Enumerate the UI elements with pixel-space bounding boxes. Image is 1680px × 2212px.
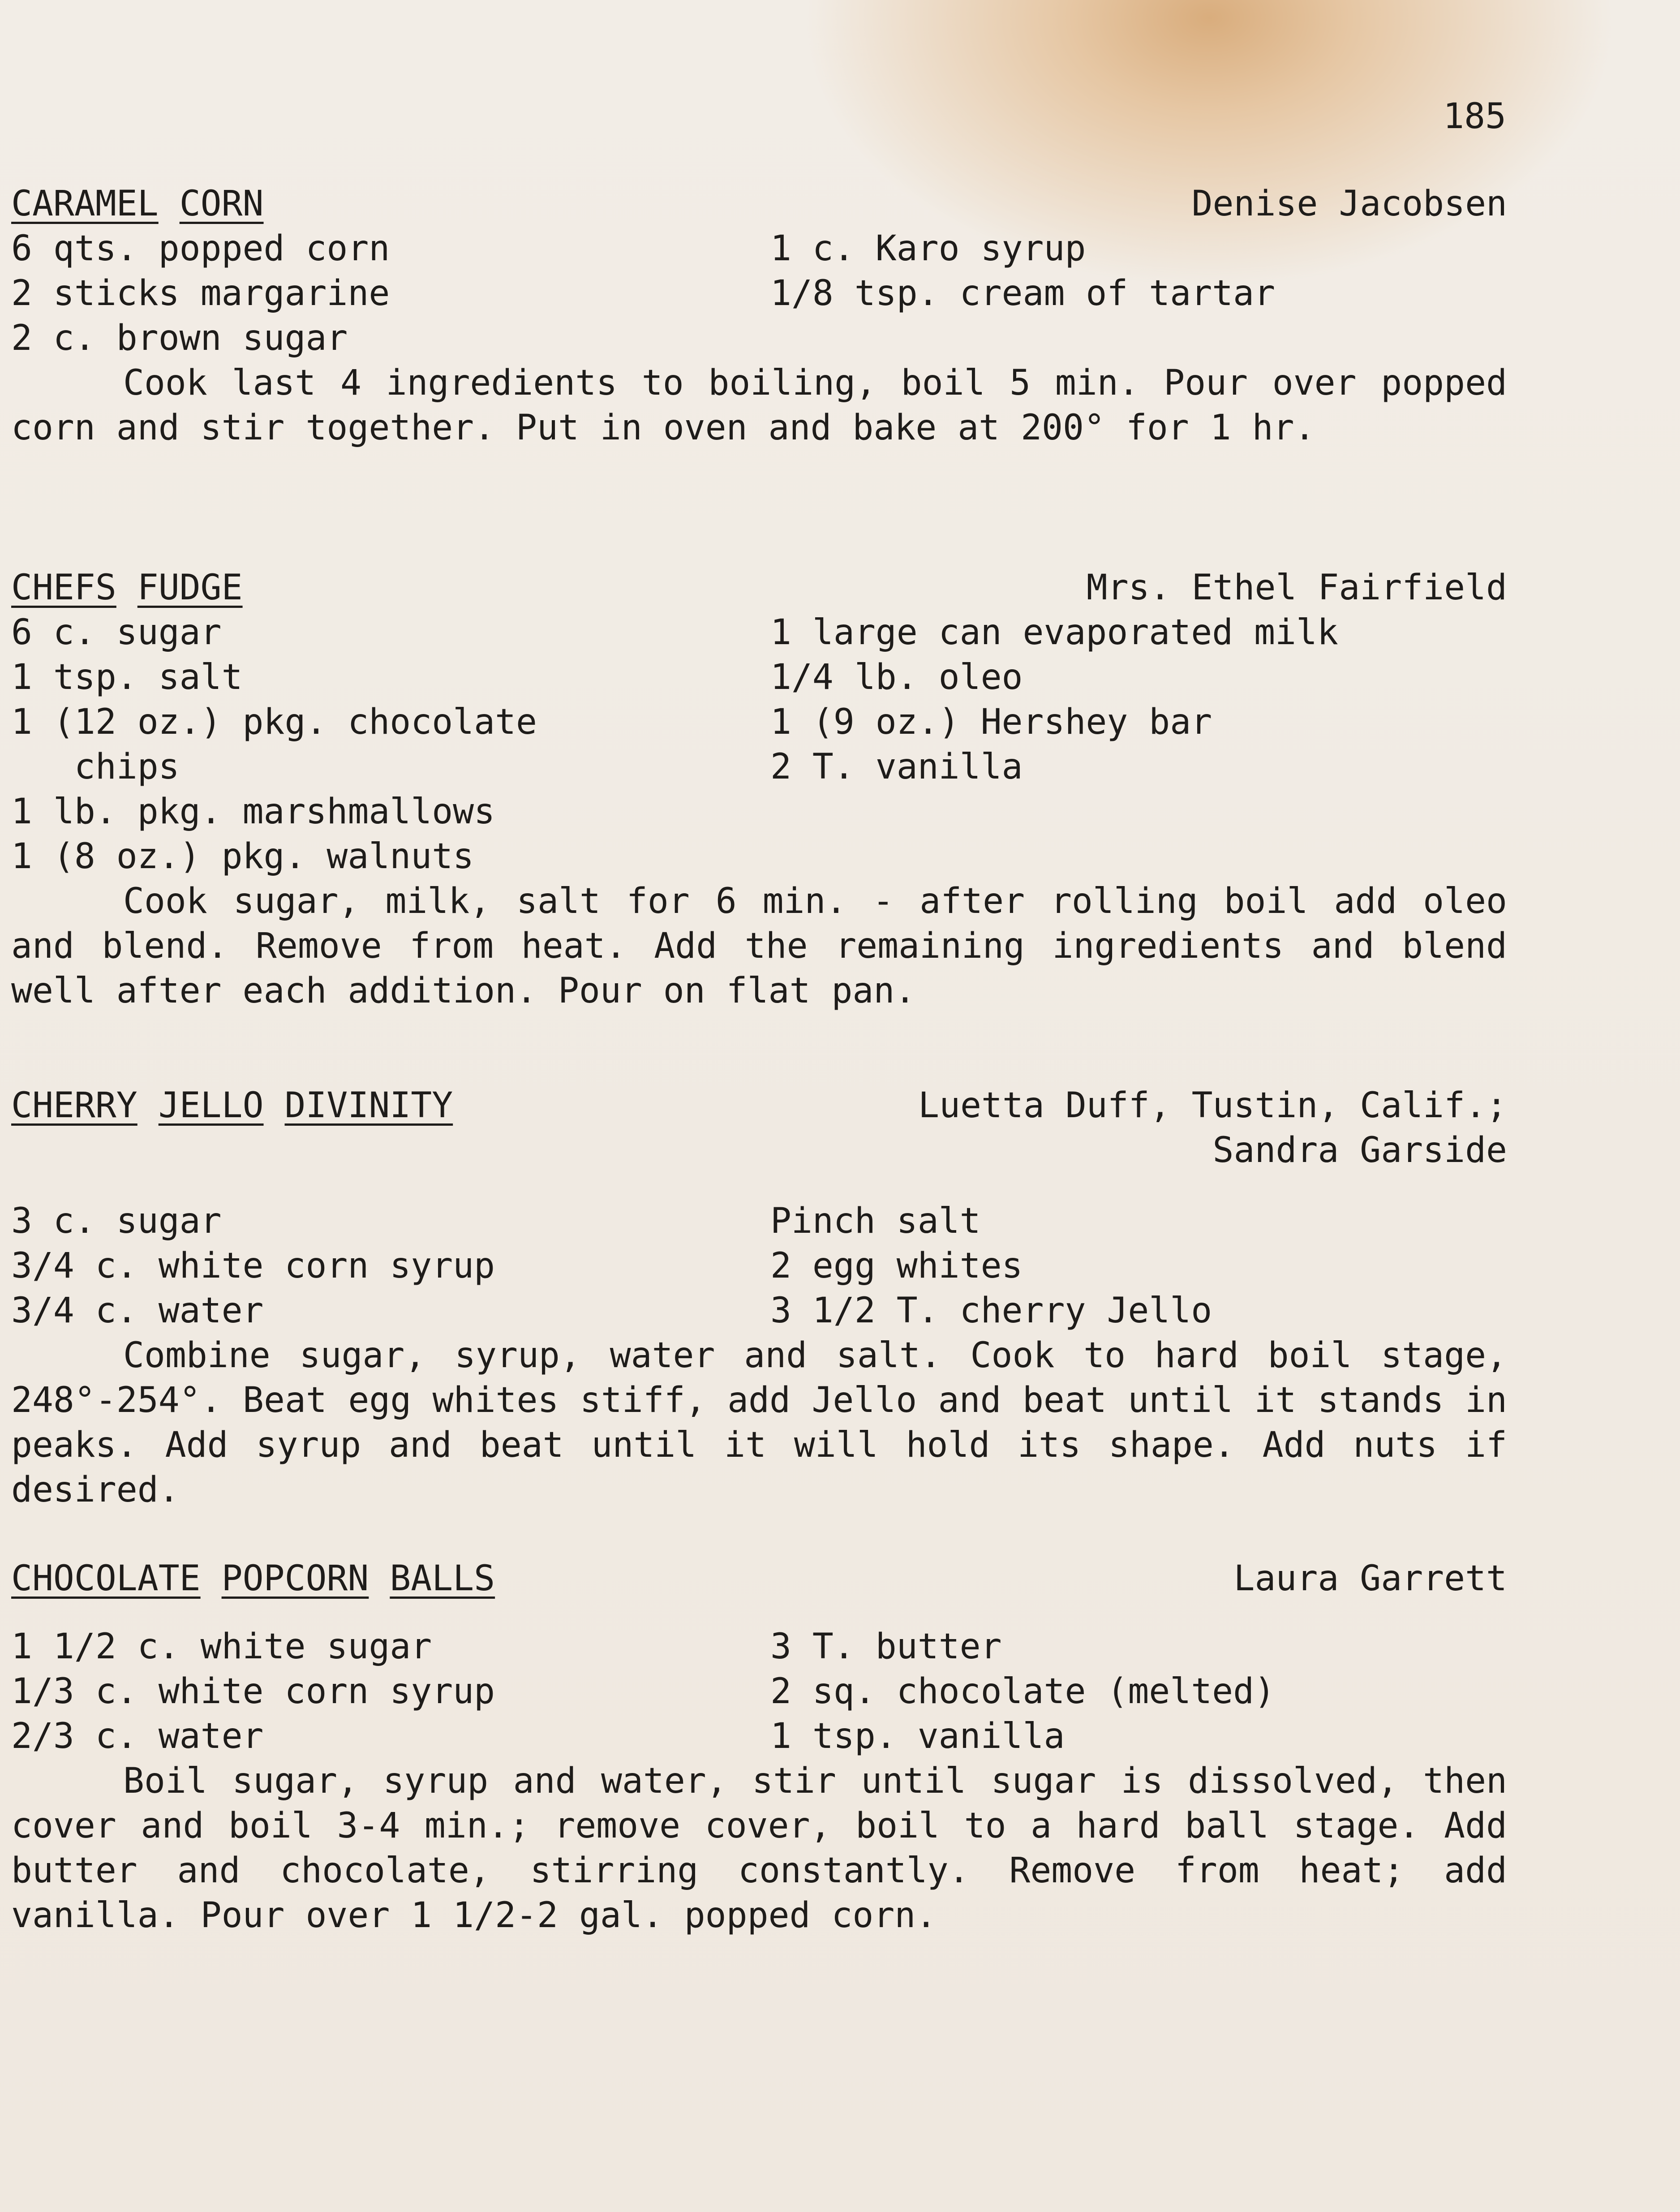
ingredient: 3 c. sugar [11, 1201, 222, 1241]
recipe-title [11, 565, 243, 610]
ingredient-row [11, 789, 1507, 834]
ingredients-list [11, 1199, 1507, 1333]
title-word: CHERRY [11, 1085, 137, 1126]
ingredient-row [11, 316, 1507, 361]
ingredient: chips [11, 747, 180, 787]
recipe-author-second: Sandra Garside [1212, 1130, 1507, 1171]
title-word: BALLS [390, 1558, 495, 1599]
recipe-directions: Boil sugar, syrup and water, stir until sugar is dissolved, then cover and boil 3-4 min.; remove cover, boil to a hard ball stage. Add butter and chocolate, stirring constantly. Remove from heat; add vanilla. Pour over 1 1/2-2 gal. popped corn. [11, 1761, 1507, 1936]
recipe-directions: Cook last 4 ingredients to boiling, boil 5 min. Pour over popped corn and stir together. Put in oven and bake at 200° for 1 hr. [11, 363, 1507, 448]
title-word: CORN [179, 184, 264, 224]
ingredient: 1 1/2 c. white sugar [11, 1627, 432, 1667]
ingredient: 1 tsp. vanilla [770, 1716, 1065, 1756]
ingredient: 3 1/2 T. cherry Jello [770, 1291, 1212, 1331]
recipe-cherry-jello-divinity [11, 1083, 1507, 1512]
recipe-directions: Combine sugar, syrup, water and salt. Cook to hard boil stage, 248°-254°. Beat egg whites stiff, add Jello and beat until it stands in peaks. Add syrup and beat until it will hold its shape. Add nuts if desired. [11, 1335, 1507, 1510]
ingredient: 6 qts. popped corn [11, 228, 390, 269]
ingredient: 1/3 c. white corn syrup [11, 1671, 495, 1712]
recipe-header [11, 181, 1507, 226]
title-word: CHEFS [11, 568, 116, 608]
ingredient-row [11, 700, 1507, 745]
title-word: FUDGE [137, 568, 243, 608]
ingredient: 2 egg whites [770, 1246, 1023, 1286]
title-word: DIVINITY [284, 1085, 453, 1126]
ingredient-row [11, 1714, 1507, 1759]
ingredient: 1 (12 oz.) pkg. chocolate [11, 702, 537, 742]
ingredient: 3/4 c. white corn syrup [11, 1246, 495, 1286]
ingredient: 6 c. sugar [11, 612, 222, 653]
recipe-author: Denise Jacobsen [1191, 184, 1507, 224]
ingredient-row [11, 1624, 1507, 1669]
ingredient-row [11, 1244, 1507, 1288]
ingredient-row [11, 745, 1507, 789]
ingredient: 1 c. Karo syrup [770, 228, 1086, 269]
recipe-directions: Cook sugar, milk, salt for 6 min. - after rolling boil add oleo and blend. Remove from heat. Add the remaining ingredients and blend well after each addition. Pour on flat pan. [11, 881, 1507, 1011]
ingredient: 1 lb. pkg. marshmallows [11, 792, 495, 832]
title-word: CARAMEL [11, 184, 159, 224]
ingredient-row [11, 271, 1507, 316]
ingredient: 3/4 c. water [11, 1291, 264, 1331]
ingredient: 2 sq. chocolate (melted) [770, 1671, 1276, 1712]
title-word: JELLO [158, 1085, 264, 1126]
recipe-header [11, 1556, 1507, 1601]
ingredient-row [11, 655, 1507, 700]
recipe-header [11, 1083, 1507, 1128]
ingredient-row [11, 834, 1507, 879]
ingredient: Pinch salt [770, 1201, 981, 1241]
ingredient-row [11, 1288, 1507, 1333]
ingredient: 1 (9 oz.) Hershey bar [770, 702, 1212, 742]
recipe-title [11, 1556, 495, 1601]
ingredient: 1 large can evaporated milk [770, 612, 1338, 653]
recipe-title [11, 181, 264, 226]
ingredient: 2/3 c. water [11, 1716, 264, 1756]
ingredient: 1/8 tsp. cream of tartar [770, 273, 1276, 314]
recipe-chefs-fudge [11, 565, 1507, 1013]
ingredients-list [11, 226, 1507, 361]
ingredient-row [11, 610, 1507, 655]
ingredient: 3 T. butter [770, 1627, 1002, 1667]
recipe-caramel-corn [11, 181, 1507, 450]
ingredient-row [11, 1669, 1507, 1714]
ingredient: 2 c. brown sugar [11, 318, 348, 358]
ingredient: 1/4 lb. oleo [770, 657, 1023, 697]
ingredients-list [11, 1624, 1507, 1759]
ingredient: 2 T. vanilla [770, 747, 1023, 787]
title-word: CHOCOLATE [11, 1558, 201, 1599]
ingredient-row [11, 1199, 1507, 1244]
ingredient: 2 sticks margarine [11, 273, 390, 314]
page-number: 185 [1443, 96, 1506, 137]
ingredient: 1 tsp. salt [11, 657, 243, 697]
recipe-chocolate-popcorn-balls [11, 1556, 1507, 1938]
title-word: POPCORN [221, 1558, 369, 1599]
recipe-author: Mrs. Ethel Fairfield [1086, 568, 1507, 608]
recipe-title [11, 1083, 453, 1128]
ingredient: 1 (8 oz.) pkg. walnuts [11, 836, 474, 877]
ingredients-list [11, 610, 1507, 879]
recipe-author: Laura Garrett [1233, 1558, 1507, 1599]
recipe-header [11, 565, 1507, 610]
recipe-author: Luetta Duff, Tustin, Calif.; [918, 1085, 1507, 1126]
ingredient-row [11, 226, 1507, 271]
